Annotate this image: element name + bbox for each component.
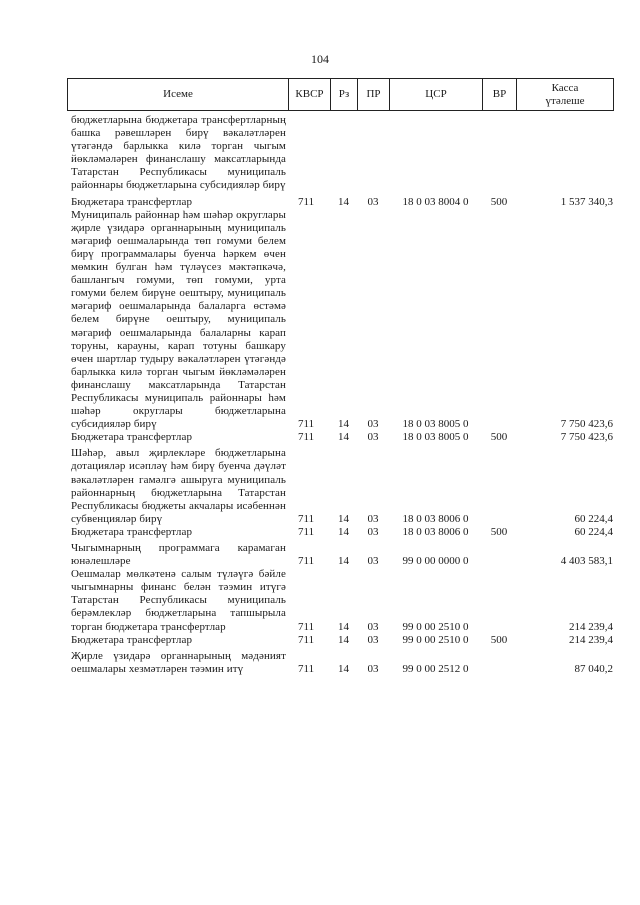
cell-kvsr: 711 bbox=[298, 555, 315, 568]
cell-vr: 500 bbox=[490, 633, 508, 646]
table-row bbox=[67, 209, 613, 432]
cell-pr: 03 bbox=[367, 512, 379, 525]
cell-rz: 14 bbox=[338, 620, 349, 633]
cell-vr bbox=[482, 209, 516, 432]
cell-vr: 500 bbox=[490, 195, 508, 208]
cell-kvsr: 711 bbox=[298, 195, 315, 208]
cell-pr: 03 bbox=[367, 418, 379, 431]
cell-name: Бюджетара трансфертлар bbox=[71, 633, 193, 646]
header-vr: ВР bbox=[483, 79, 517, 111]
cell-kvsr: 711 bbox=[298, 662, 315, 675]
table-row bbox=[67, 431, 613, 444]
cell-tsr: 18 0 03 8004 0 bbox=[402, 195, 469, 208]
cell-vr bbox=[482, 650, 516, 676]
cell-rz: 14 bbox=[338, 418, 349, 431]
header-kassa bbox=[517, 79, 614, 111]
cell-tsr: 99 0 00 2510 0 bbox=[402, 620, 469, 633]
table-row bbox=[67, 542, 613, 568]
header-kassa-line1: Касса bbox=[551, 81, 579, 94]
header-kassa-line2: үтәлеше bbox=[545, 94, 585, 107]
header-kvsr: КВСР bbox=[289, 79, 331, 111]
cell-name: Бюджетара трансфертлар bbox=[71, 195, 193, 208]
table-row bbox=[67, 114, 613, 193]
cell-kassa: 214 239,4 bbox=[569, 633, 613, 646]
cell-name: бюджетларына бюджетара трансфертларның башка рәвешләрен бирү вәкаләтләрен үтәгәндә барлыкка килә торган чыгым йөкләмәләрен финанслашу максатларында Татарстан Республикасы муниципаль районнары бюджетларына субсидияләр бирү bbox=[71, 114, 286, 192]
cell-kvsr: 711 bbox=[298, 418, 315, 431]
cell-tsr: 18 0 03 8006 0 bbox=[402, 512, 469, 525]
cell-pr: 03 bbox=[367, 662, 379, 675]
cell-tsr: 18 0 03 8006 0 bbox=[402, 525, 469, 538]
cell-kassa: 7 750 423,6 bbox=[560, 418, 613, 431]
cell-kvsr: 711 bbox=[298, 431, 315, 444]
cell-pr: 03 bbox=[367, 555, 379, 568]
cell-kassa: 1 537 340,3 bbox=[560, 195, 613, 208]
cell-rz: 14 bbox=[338, 512, 349, 525]
header-pr: ПР bbox=[358, 79, 390, 111]
cell-kvsr: 711 bbox=[298, 512, 315, 525]
cell-kassa: 60 224,4 bbox=[574, 525, 613, 538]
table-row bbox=[67, 650, 613, 676]
cell-pr bbox=[357, 114, 389, 193]
cell-name: Чыгымнарның программага карамаган юнәлешләре bbox=[71, 542, 286, 568]
cell-pr: 03 bbox=[367, 620, 379, 633]
cell-tsr: 18 0 03 8005 0 bbox=[402, 418, 469, 431]
cell-rz: 14 bbox=[338, 555, 349, 568]
cell-tsr bbox=[389, 114, 482, 193]
header-tsr: ЦСР bbox=[390, 79, 483, 111]
table-row bbox=[67, 196, 613, 209]
table-row bbox=[67, 568, 613, 633]
cell-kvsr bbox=[288, 114, 330, 193]
cell-kassa bbox=[516, 114, 613, 193]
cell-rz: 14 bbox=[338, 525, 349, 538]
cell-kassa: 4 403 583,1 bbox=[560, 555, 613, 568]
cell-pr: 03 bbox=[367, 431, 379, 444]
cell-name: Муниципаль районнар һәм шәһәр округлары җирле үзидарә органнарының муниципаль мәгариф оешмаларында төп гомуми белем бирү программалары буенча һәркем өчен мөмкин булган һәм түләүсез мәктәпкәчә, башлангыч гомуми, төп гомуми, урта гомуми белем бирүне оештыру, муниципаль мәгариф оешмаларында балаларга өстәмә белем бирүне оештыру, муниципаль мәгариф оешмаларында балаларны карап торуны, карауны, карап тотуны башкару өчен шартлар тудыру вәкаләтләрен үтәгәндә барлыкка килә торган чыгым йөкләмәләрен финанслашу максатларында Татарстан Республикасы муниципаль районнары һәм шәһәр округлары бюджетларына субсидияләр бирү bbox=[71, 208, 286, 431]
header-name: Исеме bbox=[68, 79, 289, 111]
cell-name: Оешмалар мөлкәтенә салым түләүгә бәйле чыгымнарны финанс белән тәэмин итүгә Татарстан Республикасы муниципаль берәмлекләр бюджетларына тапшырыла торган бюджетара трансфертлар bbox=[71, 568, 286, 633]
cell-tsr: 99 0 00 0000 0 bbox=[402, 555, 469, 568]
cell-name: Шәһәр, авыл җирлекләре бюджетларына дотацияләр исәпләү һәм бирү буенча дәүләт вәкаләтләрен гамәлгә ашыруга муниципаль районнарның бюджетларына Татарстан Республикасы бюджеты акчалары исәбеннән субвенцияләр бирү bbox=[71, 447, 286, 525]
cell-rz: 14 bbox=[338, 195, 349, 208]
cell-rz bbox=[330, 114, 357, 193]
cell-rz: 14 bbox=[338, 633, 349, 646]
cell-vr bbox=[482, 447, 516, 526]
cell-kvsr: 711 bbox=[298, 525, 315, 538]
table-row bbox=[67, 526, 613, 539]
cell-name: Җирле үзидарә органнарының мәдәният оешмалары хезмәтләрен тәэмин итү bbox=[71, 649, 286, 675]
cell-vr: 500 bbox=[490, 525, 508, 538]
table-row bbox=[67, 634, 613, 647]
page-number: 104 bbox=[311, 52, 329, 66]
cell-rz: 14 bbox=[338, 662, 349, 675]
cell-kassa: 60 224,4 bbox=[574, 512, 613, 525]
cell-name: Бюджетара трансфертлар bbox=[71, 431, 193, 444]
cell-kvsr: 711 bbox=[298, 633, 315, 646]
cell-kassa: 87 040,2 bbox=[574, 662, 613, 675]
cell-kassa: 7 750 423,6 bbox=[560, 431, 613, 444]
budget-table bbox=[67, 114, 613, 676]
cell-vr bbox=[482, 542, 516, 568]
cell-vr: 500 bbox=[490, 431, 508, 444]
cell-name: Бюджетара трансфертлар bbox=[71, 525, 193, 538]
cell-vr bbox=[482, 114, 516, 193]
cell-kvsr: 711 bbox=[298, 620, 315, 633]
table-body bbox=[67, 114, 613, 676]
header-rz: Рз bbox=[331, 79, 358, 111]
cell-tsr: 99 0 00 2512 0 bbox=[402, 662, 469, 675]
cell-pr: 03 bbox=[367, 525, 379, 538]
table-header bbox=[67, 78, 614, 111]
cell-kassa: 214 239,4 bbox=[569, 620, 613, 633]
cell-vr bbox=[482, 568, 516, 633]
cell-tsr: 99 0 00 2510 0 bbox=[402, 633, 469, 646]
cell-rz: 14 bbox=[338, 431, 349, 444]
cell-tsr: 18 0 03 8005 0 bbox=[402, 431, 469, 444]
cell-pr: 03 bbox=[367, 633, 379, 646]
table-row bbox=[67, 447, 613, 526]
cell-pr: 03 bbox=[367, 195, 379, 208]
